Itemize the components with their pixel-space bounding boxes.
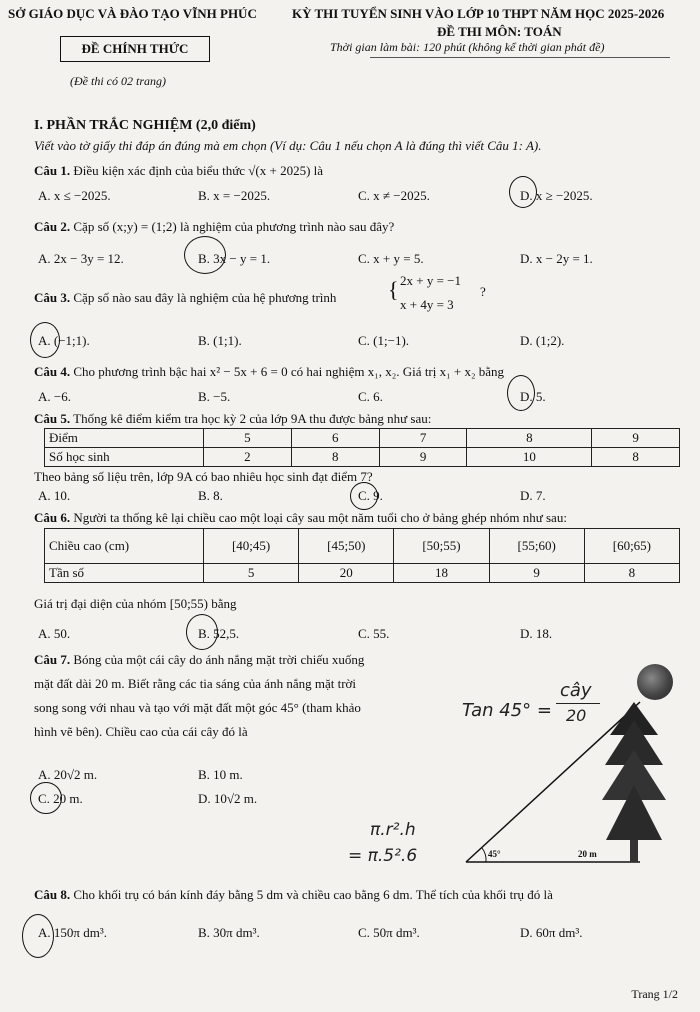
question-number: Câu 8. <box>34 887 71 902</box>
tree-trunk <box>630 840 638 862</box>
option-c: C. 55. <box>358 626 390 641</box>
option-c: C. 9. <box>358 488 383 503</box>
option-a: A. −6. <box>38 389 71 404</box>
option-d: D. 5. <box>520 389 546 404</box>
table-cell: 9 <box>489 564 584 583</box>
question-text: Cho khối trụ có bán kính đáy bằng 5 dm và chiều cao bằng 6 dm. Thể tích của khối trụ đó là <box>73 887 553 902</box>
option-b: B. x = −2025. <box>198 188 271 203</box>
table-cell: 8 <box>291 448 379 467</box>
exam-subject: ĐỀ THI MÔN: TOÁN <box>437 24 562 39</box>
option-a: A. x ≤ −2025. <box>38 188 111 203</box>
option-d: D. (1;2). <box>520 333 565 348</box>
question-5-followup: Theo bảng số liệu trên, lớp 9A có bao nhiêu học sinh đạt điểm 7? <box>34 469 373 484</box>
question-number: Câu 3. <box>34 290 71 305</box>
section-title: I. PHẦN TRẮC NGHIỆM (2,0 điểm) <box>34 118 256 133</box>
answer-circle-mark <box>30 322 60 358</box>
handwritten-tan-numerator: cây <box>560 680 592 701</box>
question-number: Câu 4. <box>34 364 71 379</box>
question-2 <box>34 219 394 235</box>
question-7 <box>34 652 364 668</box>
answer-circle-mark <box>184 236 226 274</box>
handwritten-tan: Tan 45° = <box>462 700 552 721</box>
question-text: Thống kê điểm kiểm tra học kỳ 2 của lớp 9A thu được bảng như sau: <box>73 411 432 426</box>
table-cell: 10 <box>467 448 592 467</box>
table-cell: Tần số <box>45 564 204 583</box>
system-question-mark: ? <box>480 284 486 299</box>
table-cell: 5 <box>204 564 299 583</box>
answer-circle-mark <box>509 176 537 208</box>
official-label: ĐỀ CHÍNH THỨC <box>81 41 189 56</box>
option-c: C. 6. <box>358 389 383 404</box>
question-6-followup: Giá trị đại diện của nhóm [50;55) bằng <box>34 596 237 611</box>
option-d: D. x ≥ −2025. <box>520 188 593 203</box>
page-count-note: (Đề thi có 02 trang) <box>70 74 166 88</box>
option-a: A. 20√2 m. <box>38 767 98 782</box>
exam-title: KỲ THI TUYỂN SINH VÀO LỚP 10 THPT NĂM HỌC 2025-2026 <box>292 6 665 21</box>
option-b: B. 52,5. <box>198 626 240 641</box>
question-text: Người ta thống kê lại chiều cao một loại cây sau một năm tuổi cho ở bảng ghép nhóm như sau: <box>73 510 567 525</box>
section-instruction: Viết vào tờ giấy thi đáp án đúng mà em chọn (Ví dụ: Câu 1 nếu chọn A là đúng thì viết Câu 1: A). <box>34 138 542 153</box>
official-exam-box <box>60 36 210 62</box>
option-d: D. 18. <box>520 626 553 641</box>
table-cell: 7 <box>379 429 467 448</box>
question-text: Cho phương trình bậc hai x² − 5x + 6 = 0 có hai nghiệm x₁, x₂. Giá trị x₁ + x₂ bằng <box>73 364 505 379</box>
table-cell: [60;65) <box>584 529 679 564</box>
answer-circle-mark <box>30 782 62 814</box>
score-table <box>44 428 680 467</box>
question-number: Câu 2. <box>34 219 71 234</box>
table-cell: [40;45) <box>204 529 299 564</box>
option-a: A. 2x − 3y = 12. <box>38 251 124 266</box>
option-c: C. 20 m. <box>38 791 83 806</box>
question-number: Câu 5. <box>34 411 71 426</box>
question-text: mặt đất dài 20 m. Biết rằng các tia sáng của ánh nắng mặt trời <box>34 676 357 691</box>
table-cell: 9 <box>379 448 467 467</box>
option-c: C. 50π dm³. <box>358 925 420 940</box>
option-b: B. 3x − y = 1. <box>198 251 271 266</box>
table-cell: Chiều cao (cm) <box>45 529 204 564</box>
table-cell: 6 <box>291 429 379 448</box>
option-b: B. (1;1). <box>198 333 242 348</box>
option-b: B. 30π dm³. <box>198 925 260 940</box>
table-cell: 8 <box>592 448 680 467</box>
option-b: B. 10 m. <box>198 767 243 782</box>
question-6 <box>34 510 567 526</box>
table-cell: Điểm <box>45 429 204 448</box>
angle-arc <box>482 848 486 862</box>
system-eq-1: 2x + y = −1 <box>400 273 461 288</box>
page-number: Trang 1/2 <box>631 987 678 1001</box>
question-text: Cặp số (x;y) = (1;2) là nghiệm của phương trình nào sau đây? <box>73 219 395 234</box>
option-d: D. 60π dm³. <box>520 925 583 940</box>
option-c: C. x ≠ −2025. <box>358 188 430 203</box>
option-a: A. 10. <box>38 488 71 503</box>
table-cell: [50;55) <box>394 529 489 564</box>
answer-circle-mark <box>350 482 378 510</box>
question-text: hình vẽ bên). Chiều cao của cái cây đó là <box>34 724 248 739</box>
table-cell: [45;50) <box>299 529 394 564</box>
question-number: Câu 1. <box>34 163 71 178</box>
answer-circle-mark <box>507 375 535 411</box>
answer-circle-mark <box>186 614 218 650</box>
option-d: D. 10√2 m. <box>198 791 258 806</box>
table-cell: 9 <box>592 429 680 448</box>
handwritten-volume-calc: = π.5².6 <box>348 846 418 866</box>
question-5 <box>34 411 431 427</box>
option-c: C. (1;−1). <box>358 333 410 348</box>
system-brace: { <box>388 277 399 302</box>
header-divider <box>370 57 670 58</box>
option-d: D. 7. <box>520 488 546 503</box>
table-cell: 8 <box>584 564 679 583</box>
option-a: A. 150π dm³. <box>38 925 107 940</box>
department-name: SỞ GIÁO DỤC VÀ ĐÀO TẠO VĨNH PHÚC <box>8 6 257 21</box>
table-cell: Số học sinh <box>45 448 204 467</box>
question-text: song song với nhau và tạo với mặt đất một góc 45° (tham khảo <box>34 700 361 715</box>
exam-time: Thời gian làm bài: 120 phút (không kể thời gian phát đề) <box>330 40 605 54</box>
option-b: B. −5. <box>198 389 231 404</box>
option-c: C. x + y = 5. <box>358 251 424 266</box>
system-eq-2: x + 4y = 3 <box>400 297 454 312</box>
table-row <box>45 529 680 564</box>
question-text: Điều kiện xác định của biểu thức √(x + 2025) là <box>73 163 324 178</box>
option-a: A. 50. <box>38 626 71 641</box>
height-table <box>44 528 680 583</box>
option-a: A. (−1;1). <box>38 333 90 348</box>
question-text: Bóng của một cái cây do ánh nắng mặt trời chiếu xuống <box>73 652 365 667</box>
table-cell: 8 <box>467 429 592 448</box>
shadow-length-label: 20 m <box>578 849 597 859</box>
table-row <box>45 429 680 448</box>
table-cell: 20 <box>299 564 394 583</box>
question-number: Câu 7. <box>34 652 71 667</box>
table-cell: 2 <box>204 448 292 467</box>
question-number: Câu 6. <box>34 510 71 525</box>
table-cell: 5 <box>204 429 292 448</box>
table-row <box>45 448 680 467</box>
angle-label: 45° <box>488 849 501 859</box>
question-3 <box>34 290 336 306</box>
handwritten-tan-denominator: 20 <box>566 706 587 725</box>
table-row <box>45 564 680 583</box>
question-4 <box>34 364 504 380</box>
question-8 <box>34 887 553 903</box>
option-b: B. 8. <box>198 488 223 503</box>
option-d: D. x − 2y = 1. <box>520 251 593 266</box>
table-cell: [55;60) <box>489 529 584 564</box>
handwritten-volume-formula: π.r².h <box>370 820 416 840</box>
answer-circle-mark <box>22 914 54 958</box>
question-1 <box>34 163 323 179</box>
fraction-bar <box>556 703 600 704</box>
table-cell: 18 <box>394 564 489 583</box>
question-text: Cặp số nào sau đây là nghiệm của hệ phương trình <box>73 290 337 305</box>
